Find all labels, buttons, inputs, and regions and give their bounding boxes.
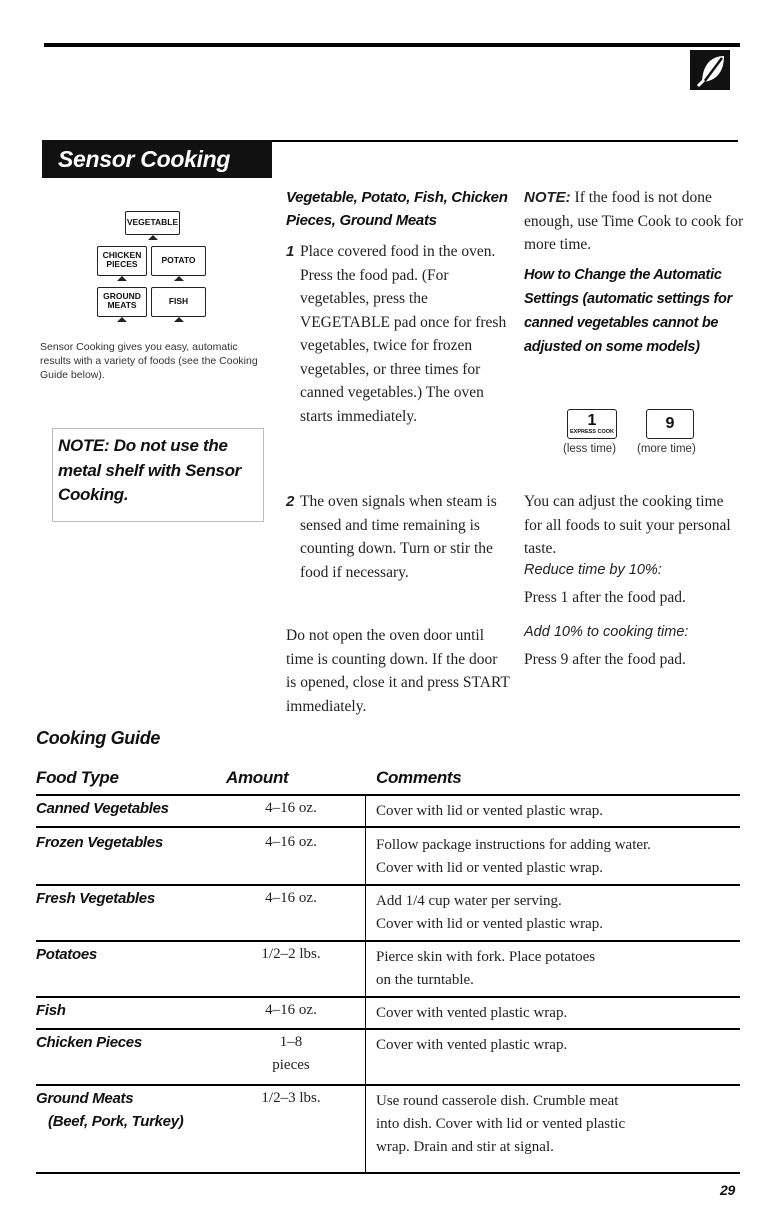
comments: Add 1/4 cup water per serving. Cover with lid or vented plastic wrap. [376, 893, 604, 932]
column3 [524, 186, 744, 359]
amount: 1/2–3 lbs. [261, 1090, 321, 1106]
amount: 4–16 oz. [265, 890, 317, 906]
step-2-number: 2 [286, 493, 295, 510]
amount: 1–8 [279, 1034, 303, 1050]
table-bottom-rule [36, 1172, 740, 1174]
less-time-key [567, 409, 617, 439]
food-type: Canned Vegetables [36, 800, 169, 817]
reduce-text: Press 1 after the food pad. [524, 589, 686, 606]
comments: Follow package instructions for adding water. Cover with lid or vented plastic wrap. [376, 837, 651, 876]
potato-key: POTATO [151, 246, 206, 276]
reduce-label: Reduce time by 10%: [524, 562, 662, 578]
step-1 [286, 240, 510, 428]
header-comments: Comments [376, 768, 462, 787]
amount: 4–16 oz. [265, 800, 317, 816]
section-title: Sensor Cooking [42, 140, 272, 178]
chicken-pieces-key: CHICKEN PIECES [97, 246, 147, 276]
food-type: Potatoes [36, 946, 97, 963]
amount-unit: pieces [272, 1057, 310, 1073]
adjust-text: You can adjust the cooking time for all foods to suit your personal taste. [524, 493, 731, 557]
step-1-text: Place covered food in the oven. Press the food pad. (For vegetables, press the VEGETABLE pad once for fresh vegetables, twice for frozen vegetables, or three times for canned vegetables.) The oven starts immediately. [300, 243, 507, 425]
guide-title: Cooking Guide [36, 728, 161, 748]
row-rule [36, 996, 740, 998]
less-time-label: (less time) [563, 443, 617, 455]
less-time-key-number: 1 [587, 412, 597, 429]
amount: 4–16 oz. [265, 1002, 317, 1018]
more-time-key-number: 9 [665, 415, 675, 432]
food-type: Ground Meats [36, 1090, 134, 1107]
page-number: 29 [720, 1182, 735, 1198]
row-rule [36, 940, 740, 942]
food-type: Fresh Vegetables [36, 890, 155, 907]
table-header [36, 768, 740, 794]
comments: Use round casserole dish. Crumble meat into dish. Cover with lid or vented plastic wrap. Drain and stir at signal. [376, 1093, 626, 1155]
col3-note-label: NOTE: [524, 189, 571, 206]
more-time-label: (more time) [637, 443, 696, 455]
col3-note-text: If the food is not done enough, use Time Cook to cook for more time. [524, 189, 744, 253]
row-rule [36, 1028, 740, 1030]
change-settings-heading: How to Change the Automatic Settings (automatic settings for canned vegetables cannot be adjusted on some models) [524, 266, 732, 355]
food-type: Fish [36, 1002, 66, 1019]
top-rule [44, 43, 740, 47]
amount: 4–16 oz. [265, 834, 317, 850]
less-time-key-sub: EXPRESS COOK [569, 429, 614, 435]
row-rule [36, 826, 740, 828]
more-time-key [646, 409, 694, 439]
food-type-detail: (Beef, Pork, Turkey) [48, 1113, 184, 1130]
header-amount: Amount [226, 768, 289, 787]
note-text: NOTE: Do not use the metal shelf with Sensor Cooking. [58, 436, 241, 504]
step-2-text: The oven signals when steam is sensed and time remaining is counting down. Turn or stir the food if necessary. [300, 493, 497, 581]
door-paragraph: Do not open the oven door until time is counting down. If the door is opened, close it and press START immediately. [286, 627, 510, 715]
add-text: Press 9 after the food pad. [524, 651, 686, 668]
comments: Cover with vented plastic wrap. [376, 1005, 568, 1021]
add-label: Add 10% to cooking time: [524, 624, 689, 640]
food-type: Chicken Pieces [36, 1034, 142, 1051]
row-rule [36, 884, 740, 886]
illustration-caption: Sensor Cooking gives you easy, automatic results with a variety of foods (see the Cooking Guide below). [40, 341, 258, 381]
amount: 1/2–2 lbs. [261, 946, 321, 962]
vegetable-key: VEGETABLE [125, 211, 180, 235]
col3-note [524, 186, 744, 257]
ground-meats-key: GROUND MEATS [97, 287, 147, 317]
fish-key: FISH [151, 287, 206, 317]
comments: Pierce skin with fork. Place potatoes on the turntable. [376, 949, 596, 988]
comments: Cover with lid or vented plastic wrap. [376, 803, 604, 819]
step-1-number: 1 [286, 243, 295, 260]
column2-heading: Vegetable, Potato, Fish, Chicken Pieces, Ground Meats [286, 189, 508, 229]
table-header-rule [36, 794, 740, 796]
header-food-type: Food Type [36, 768, 119, 787]
comments: Cover with vented plastic wrap. [376, 1037, 568, 1053]
row-rule [36, 1084, 740, 1086]
step-2 [286, 490, 510, 584]
leaf-icon [690, 50, 730, 90]
food-type: Frozen Vegetables [36, 834, 163, 851]
section-rule [272, 140, 738, 142]
column-divider [365, 796, 366, 1172]
